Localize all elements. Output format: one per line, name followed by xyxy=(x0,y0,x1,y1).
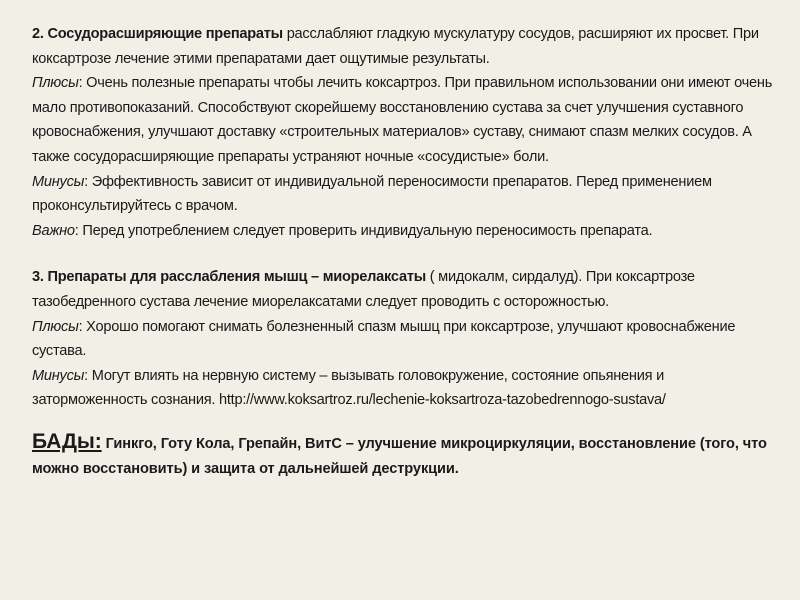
relaxants-title: 3. Препараты для расслабления мышц – миорелаксаты xyxy=(32,269,426,286)
vasodilators-title: 2. Сосудорасширяющие препараты xyxy=(32,26,283,42)
section-supplements xyxy=(32,429,778,482)
relaxants-cons xyxy=(32,364,778,413)
supplements-title: БАДы: xyxy=(32,429,102,453)
pros-text: : Очень полезные препараты чтобы лечить коксартроз. При правильном использовании они имеют очень мало противопоказаний. Способствуют скорейшему восстановлению сустава за счет улучшения суставного кровоснабжения, улучшают доставку «строительных материалов» суставу, снимают спазм мелких сосудов. А также сосудорасширяющие препараты устраняют ночные «сосудистые» боли. xyxy=(32,75,773,165)
cons-text: : Эффективность зависит от индивидуальной переносимости препаратов. Перед применением проконсультируйтесь с врачом. xyxy=(32,173,712,215)
relaxants-intro xyxy=(32,265,778,314)
vasodilators-intro xyxy=(32,22,778,71)
vasodilators-pros xyxy=(32,71,778,169)
pros-text: : Хорошо помогают снимать болезненный спазм мышц при коксартрозе, улучшают кровоснабжение сустава. xyxy=(32,318,736,360)
section-spacer xyxy=(32,243,778,265)
relaxants-intro-text: ( мидокалм, сирдалуд). При коксартрозе тазобедренного сустава лечение миорелаксатами следует проводить с осторожностью. xyxy=(32,269,695,310)
vasodilators-intro-text: расслабляют гладкую мускулатуру сосудов, расширяют их просвет. При коксартрозе лечение этими препаратами дает ощутимые результаты. xyxy=(32,26,759,67)
supplements-text: Гинкго, Готу Кола, Грепайн, ВитС – улучшение микроциркуляции, восстановление (того, что можно восстановить) и защита от дальнейшей деструкции. xyxy=(32,435,767,477)
section-muscle-relaxants xyxy=(32,265,778,413)
cons-label: Минусы xyxy=(32,173,85,190)
cons-label: Минусы xyxy=(32,367,85,384)
pros-label: Плюсы xyxy=(32,318,79,335)
section-vasodilators xyxy=(32,22,778,243)
important-text: : Перед употреблением следует проверить индивидуальную переносимость препарата. xyxy=(74,222,653,239)
pros-label: Плюсы xyxy=(32,75,79,92)
important-label: Важно xyxy=(32,222,75,239)
vasodilators-important xyxy=(32,219,778,244)
relaxants-pros xyxy=(32,315,778,364)
vasodilators-cons xyxy=(32,170,778,219)
cons-text: : Могут влиять на нервную систему – вызывать головокружение, состояние опьянения и заторможенность сознания. http://www.koksartroz.ru/lechenie-koksartroza-tazobedrennogo-sustava/ xyxy=(32,367,666,409)
